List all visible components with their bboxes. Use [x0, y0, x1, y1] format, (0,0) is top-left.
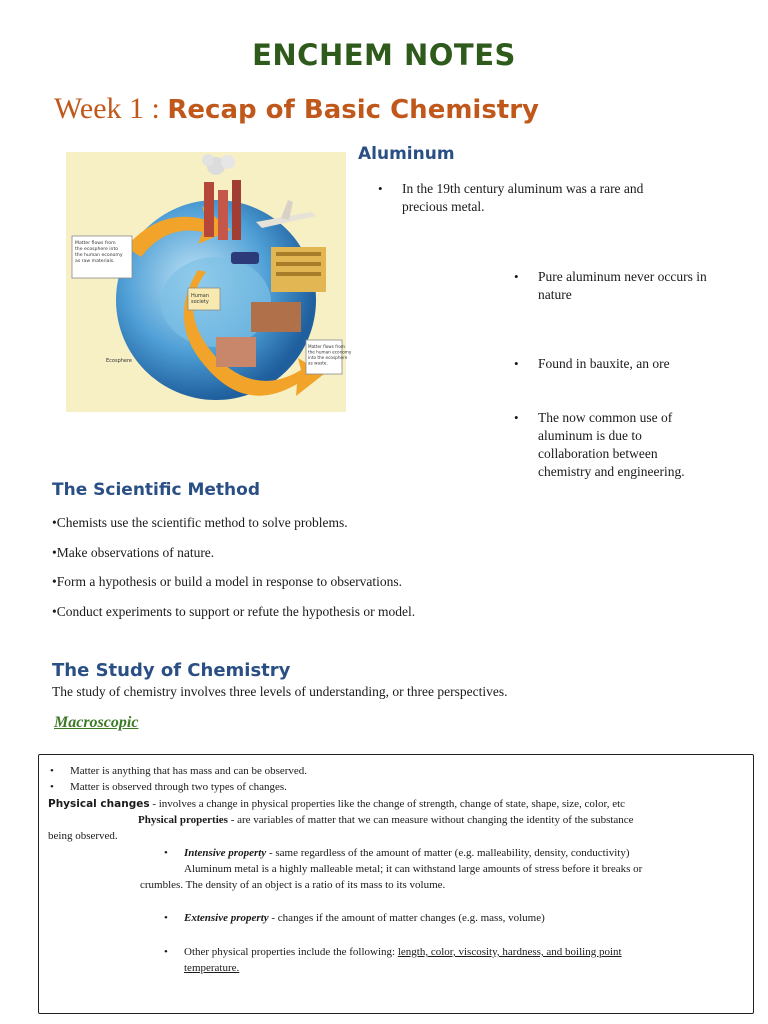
scientific-method-item-3: •Form a hypothesis or build a model in response to observations. [52, 574, 403, 589]
intensive-property-line [184, 845, 744, 861]
physical-properties-cont: being observed. [48, 830, 118, 842]
extensive-label: Extensive property [184, 912, 269, 924]
page-title: ENCHEM NOTES [252, 38, 516, 72]
inflow-label: Matter flows from the ecosphere into the human economy as raw materials. [75, 241, 123, 264]
other-properties-line [184, 944, 744, 960]
aluminum-bullet-4: • The now common use of aluminum is due to collaboration between chemistry and engineering. [538, 409, 713, 481]
intensive-label: Intensive property [184, 847, 267, 859]
box-bullet-2 [70, 779, 287, 795]
scientific-method-item-4: •Conduct experiments to support or refute the hypothesis or model. [52, 604, 416, 619]
scientific-method-heading: The Scientific Method [52, 480, 261, 500]
week-subtitle: Recap of Basic Chemistry [167, 95, 540, 125]
outflow-label: Matter flows from the human economy into the ecosphere as waste. [308, 344, 352, 366]
scientific-method-item-1: •Chemists use the scientific method to solve problems. [52, 515, 348, 530]
macroscopic-subheading: Macroscopic [54, 714, 139, 731]
intensive-line-3: crumbles. The density of an object is a ratio of its mass to its volume. [140, 879, 446, 891]
box-bullet-2-text: Matter is observed through two types of changes. [70, 781, 287, 793]
aluminum-bullet-1: • In the 19th century aluminum was a rare and precious metal. [402, 180, 692, 216]
aluminum-bullet-2: • Pure aluminum never occurs in nature [538, 268, 728, 304]
other-prefix: Other physical properties include the following: [184, 946, 398, 958]
week-label: Week 1 : [54, 92, 160, 125]
other-line-2: temperature. [184, 962, 240, 974]
physical-changes-text: - involves a change in physical properties like the change of strength, change of state, shape, size, color, etc [149, 798, 626, 810]
physical-changes-line [48, 796, 738, 812]
physical-changes-label: Physical changes [48, 798, 150, 810]
matter-flow-illustration [66, 152, 352, 412]
matter-flow-figure [66, 152, 352, 412]
study-of-chemistry-heading: The Study of Chemistry [52, 660, 291, 681]
other-underlined: length, color, viscosity, hardness, and boiling point [397, 946, 622, 958]
box-bullet-1-text: Matter is anything that has mass and can be observed. [70, 765, 308, 777]
extensive-property-line [184, 910, 744, 926]
box-bullet-1 [70, 763, 307, 779]
aluminum-bullet-3: • Found in bauxite, an ore [538, 355, 728, 373]
ecosphere-label: Ecosphere [106, 358, 133, 364]
week-heading [54, 92, 539, 126]
intensive-line-2: Aluminum metal is a highly malleable metal; it can withstand large amounts of stress before it breaks or [184, 863, 643, 875]
scientific-method-item-2: •Make observations of nature. [52, 545, 215, 560]
intensive-text: - same regardless of the amount of matter (e.g. malleability, density, conductivity) [266, 847, 630, 859]
physical-properties-line [138, 812, 738, 828]
physical-properties-text: - are variables of matter that we can measure without changing the identity of the substance [227, 814, 634, 826]
physical-properties-label: Physical properties [138, 814, 228, 826]
extensive-text: - changes if the amount of matter changes (e.g. mass, volume) [268, 912, 545, 924]
aluminum-heading: Aluminum [358, 144, 455, 164]
study-intro: The study of chemistry involves three levels of understanding, or three perspectives. [52, 684, 508, 699]
human-society-label: Human society [191, 293, 210, 305]
